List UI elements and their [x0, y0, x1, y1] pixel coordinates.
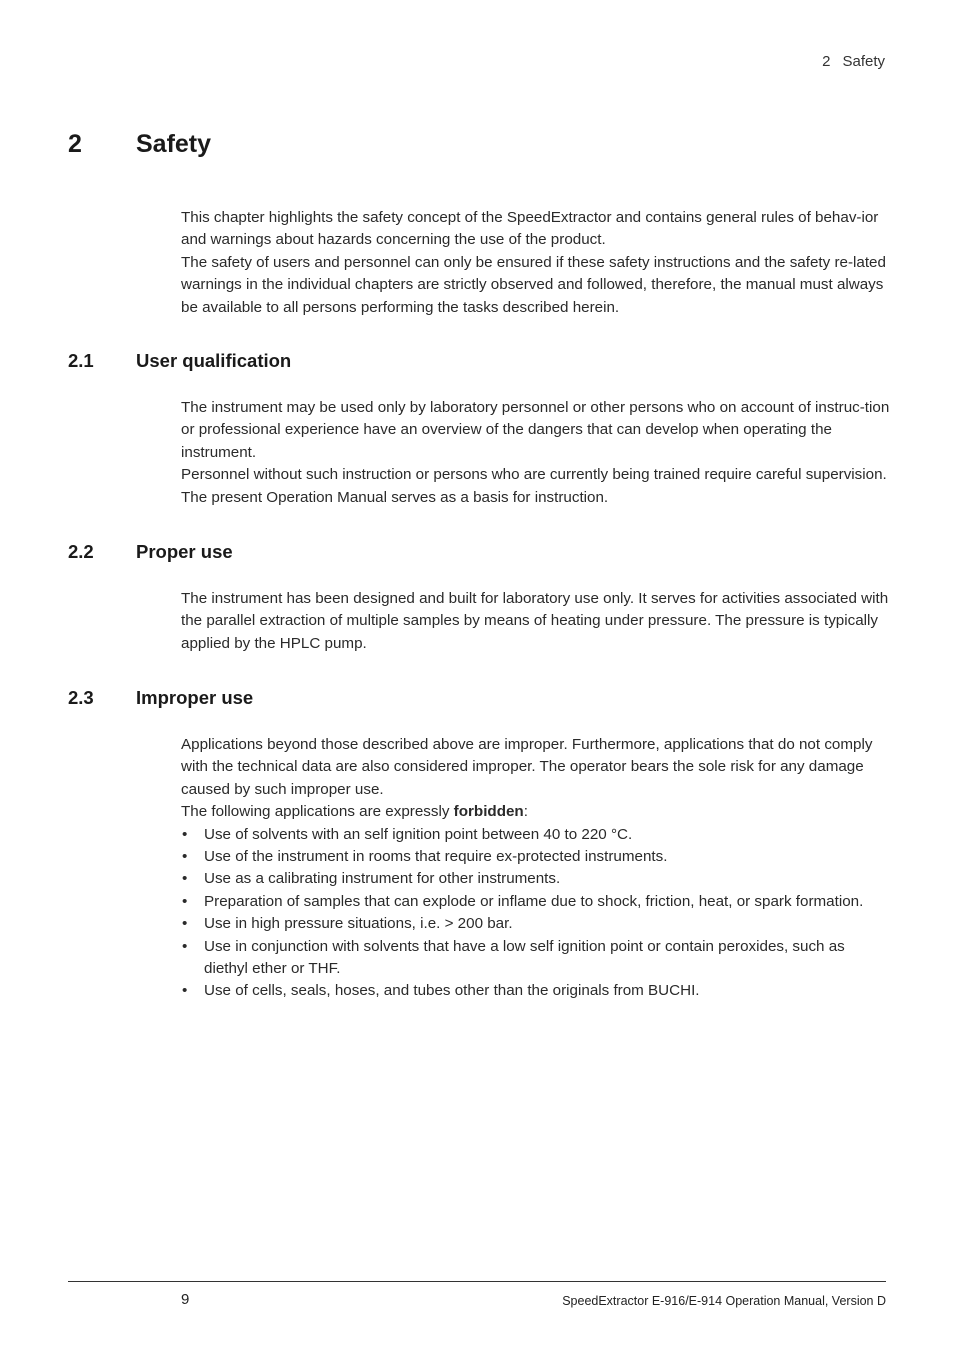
section-heading-improper-use [68, 687, 253, 709]
section-heading-user-qualification [68, 350, 291, 372]
running-header-chapter-number: 2 [822, 53, 831, 70]
bullet-icon: • [182, 915, 188, 933]
list-item-text: Use of the instrument in rooms that require ex-protected instruments. [204, 848, 668, 866]
section-title: Improper use [136, 687, 254, 708]
section-body-user-qualification [181, 397, 891, 509]
chapter-number: 2 [68, 130, 82, 158]
list-item [181, 868, 891, 890]
paragraph: Personnel without such instruction or persons who are currently being trained require careful supervision. The present Operation Manual serves as a basis for instruction. [181, 466, 887, 506]
list-item-text: Preparation of samples that can explode or inflame due to shock, friction, heat, or spark formation. [204, 892, 864, 910]
forbidden-applications-list [181, 824, 891, 1003]
section-number: 2.1 [68, 350, 94, 371]
forbidden-intro-text: The following applications are expressly [181, 803, 454, 821]
forbidden-colon: : [523, 803, 528, 821]
bullet-icon: • [182, 937, 188, 955]
section-body-proper-use [181, 588, 891, 655]
bullet-icon: • [182, 982, 188, 1000]
chapter-title: Safety [136, 130, 212, 158]
list-item-text: Use in conjunction with solvents that have a low self ignition point or contain peroxides, such as diethyl ether or THF. [204, 937, 845, 978]
forbidden-word: forbidden [453, 803, 524, 821]
list-item-text: Use of solvents with an self ignition point between 40 to 220 °C. [204, 825, 633, 843]
list-item [181, 980, 891, 1002]
bullet-icon: • [182, 848, 188, 866]
list-item [181, 846, 891, 868]
forbidden-intro [181, 801, 891, 823]
paragraph: The instrument may be used only by laboratory personnel or other persons who on account of instruc-tion or professional experience have an overview of the dangers that can develop when operating the instrument. [181, 399, 890, 461]
section-title: Proper use [136, 541, 233, 562]
bullet-icon: • [182, 892, 188, 910]
section-heading-proper-use [68, 541, 233, 563]
chapter-heading [68, 130, 211, 159]
list-item [181, 824, 891, 846]
paragraph: Applications beyond those described above are improper. Furthermore, applications that do not comply with the technical data are also considered improper. The operator bears the sole risk for any damage caused by such improper use. [181, 736, 873, 798]
section-body-improper-use [181, 734, 891, 1003]
chapter-intro [181, 207, 891, 319]
bullet-icon: • [182, 825, 188, 843]
intro-paragraph: This chapter highlights the safety concept of the SpeedExtractor and contains general rules of behav-ior and warnings about hazards concerning the use of the product. [181, 209, 879, 249]
page-number: 9 [181, 1291, 190, 1308]
list-item [181, 913, 891, 935]
list-item [181, 936, 891, 981]
section-title: User qualification [136, 350, 292, 371]
list-item-text: Use as a calibrating instrument for other instruments. [204, 870, 561, 888]
list-item-text: Use of cells, seals, hoses, and tubes other than the originals from BUCHI. [204, 982, 700, 1000]
list-item-text: Use in high pressure situations, i.e. > 200 bar. [204, 915, 513, 933]
paragraph: The instrument has been designed and built for laboratory use only. It serves for activities associated with the parallel extraction of multiple samples by means of heating under pressure. The pressure is typically applied by the HPLC pump. [181, 590, 889, 652]
footer-divider [68, 1281, 886, 1282]
intro-paragraph: The safety of users and personnel can only be ensured if these safety instructions and the safety re-lated warnings in the individual chapters are strictly observed and followed, therefore, the manual must always be available to all persons performing the tasks described herein. [181, 253, 886, 316]
list-item [181, 891, 891, 913]
footer-document-title: SpeedExtractor E-916/E-914 Operation Manual, Version D [562, 1294, 886, 1308]
running-header-chapter-title: Safety [842, 53, 885, 70]
section-number: 2.3 [68, 687, 94, 708]
bullet-icon: • [182, 870, 188, 888]
section-number: 2.2 [68, 541, 94, 562]
running-header [822, 53, 885, 70]
